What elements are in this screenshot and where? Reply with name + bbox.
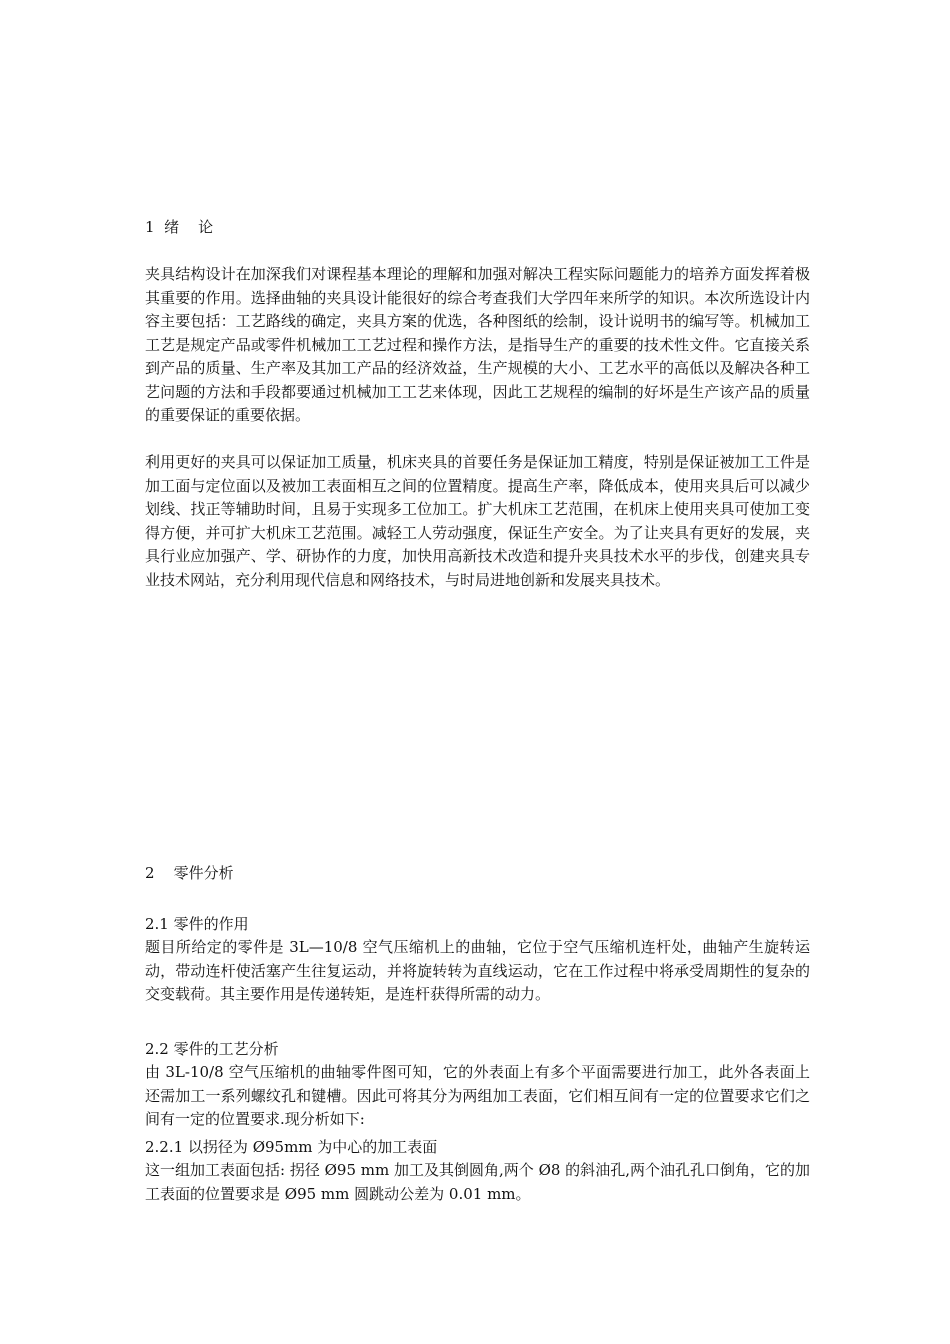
subsection-2-2-1-text: 这一组加工表面包括: 拐径 Ø95 mm 加工及其倒圆角,两个 Ø8 的斜油孔,两个油孔孔口倒角，它的加工表面的位置要求是 Ø95 mm 圆跳动公差为 0.01 mm。 bbox=[145, 1161, 810, 1203]
section-2-heading: 2 零件分析 bbox=[145, 864, 234, 882]
subsection-2-1-text: 题目所给定的零件是 3L—10/8 空气压缩机上的曲轴，它位于空气压缩机连杆处，曲轴产生旋转运动，带动连杆使活塞产生往复运动，并将旋转转为直线运动，它在工作过程中将承受周期性的复杂的交变载荷。其主要作用是传递转矩，是连杆获得所需的动力。 bbox=[145, 938, 810, 1003]
subsection-2-2-1-title: 2.2.1 以拐径为 Ø95mm 为中心的加工表面 bbox=[145, 1138, 438, 1156]
subsection-2-1-title: 2.1 零件的作用 bbox=[145, 915, 249, 933]
section-1-paragraph-2: 利用更好的夹具可以保证加工质量，机床夹具的首要任务是保证加工精度，特别是保证被加工工件是加工面与定位面以及被加工表面相互之间的位置精度。提高生产率，降低成本，使用夹具后可以减少划线、找正等辅助时间，且易于实现多工位加工。扩大机床工艺范围，在机床上使用夹具可使加工变得方便，并可扩大机床工艺范围。减轻工人劳动强度，保证生产安全。为了让夹具有更好的发展，夹具行业应加强产、学、研协作的力度，加快用高新技术改造和提升夹具技术水平的步伐，创建夹具专业技术网站，充分利用现代信息和网络技术，与时局进地创新和发展夹具技术。 bbox=[145, 453, 810, 589]
section-1-heading: 1 绪 论 bbox=[145, 218, 214, 236]
section-1-paragraph-1: 夹具结构设计在加深我们对课程基本理论的理解和加强对解决工程实际问题能力的培养方面发挥着极其重要的作用。选择曲轴的夹具设计能很好的综合考查我们大学四年来所学的知识。本次所选设计内容主要包括：工艺路线的确定，夹具方案的优选，各种图纸的绘制，设计说明书的编写等。机械加工工艺是规定产品或零件机械加工工艺过程和操作方法，是指导生产的重要的技术性文件。它直接关系到产品的质量、生产率及其加工产品的经济效益，生产规模的大小、工艺水平的高低以及解决各种工艺问题的方法和手段都要通过机械加工工艺来体现，因此工艺规程的编制的好坏是生产该产品的质量的重要保证的重要依据。 bbox=[145, 265, 810, 424]
subsection-2-2-text: 由 3L-10/8 空气压缩机的曲轴零件图可知，它的外表面上有多个平面需要进行加工，此外各表面上还需加工一系列螺纹孔和键槽。因此可将其分为两组加工表面，它们相互间有一定的位置要求它们之间有一定的位置要求.现分析如下: bbox=[145, 1063, 810, 1128]
subsection-2-2-title: 2.2 零件的工艺分析 bbox=[145, 1040, 279, 1058]
